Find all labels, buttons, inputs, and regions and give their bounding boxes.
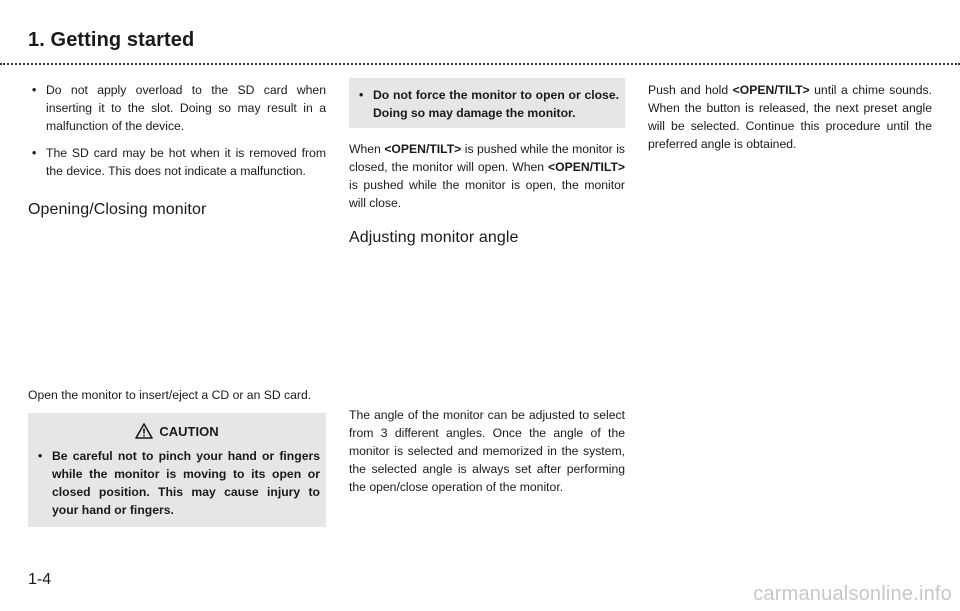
list-item bbox=[28, 81, 326, 135]
column-middle bbox=[349, 78, 625, 496]
key-label: <OPEN/TILT> bbox=[384, 142, 462, 156]
caution-text: Be careful not to pinch your hand or fingers while the monitor is moving to its open or closed position. This may cause injury to your hand or fingers. bbox=[52, 449, 320, 517]
bullet-icon: • bbox=[32, 83, 37, 97]
warning-box bbox=[349, 78, 625, 128]
watermark: carmanualsonline.info bbox=[753, 583, 952, 605]
warning-text: Do not force the monitor to open or close. Doing so may damage the monitor. bbox=[373, 88, 619, 120]
bullet-icon: • bbox=[38, 449, 43, 463]
caution-header bbox=[34, 423, 320, 439]
body-text: Push and hold <OPEN/TILT> until a chime sounds. When the button is released, the next preset angle will be selected. Continue this procedure until the preferred angle is obtained. bbox=[648, 83, 932, 151]
section-heading-opening-closing: Opening/Closing monitor bbox=[28, 201, 207, 218]
key-label: <OPEN/TILT> bbox=[732, 83, 810, 97]
page-title: 1. Getting started bbox=[28, 29, 195, 51]
page-number: 1-4 bbox=[28, 571, 52, 588]
bullet-text: The SD card may be hot when it is removed from the device. This does not indicate a malfunction. bbox=[46, 146, 326, 178]
bullet-icon: • bbox=[32, 146, 37, 160]
body-text: Open the monitor to insert/eject a CD or an SD card. bbox=[28, 388, 312, 402]
body-text: The angle of the monitor can be adjusted to select from 3 different angles. Once the angle of the monitor is selected and memorized in the system, the selected angle is always set after performing the open/close operation of the monitor. bbox=[349, 408, 625, 494]
caution-title: CAUTION bbox=[159, 423, 219, 439]
bullet-text: Do not apply overload to the SD card when inserting it to the slot. Doing so may result in a malfunction of the device. bbox=[46, 83, 326, 133]
column-right bbox=[648, 78, 932, 153]
bullet-icon: • bbox=[359, 88, 364, 102]
list-item bbox=[28, 144, 326, 180]
body-text: When <OPEN/TILT> is pushed while the monitor is closed, the monitor will open. When <OPEN/TILT> is pushed while the monitor is open, the monitor will close. bbox=[349, 142, 626, 210]
warning-triangle-icon bbox=[135, 423, 153, 439]
column-left bbox=[28, 78, 326, 527]
caution-box bbox=[28, 413, 326, 527]
key-label: <OPEN/TILT> bbox=[548, 160, 626, 174]
caution-item bbox=[34, 447, 320, 519]
warning-item bbox=[355, 86, 619, 122]
section-heading-adjusting-angle: Adjusting monitor angle bbox=[349, 229, 519, 246]
header-divider bbox=[0, 63, 960, 65]
